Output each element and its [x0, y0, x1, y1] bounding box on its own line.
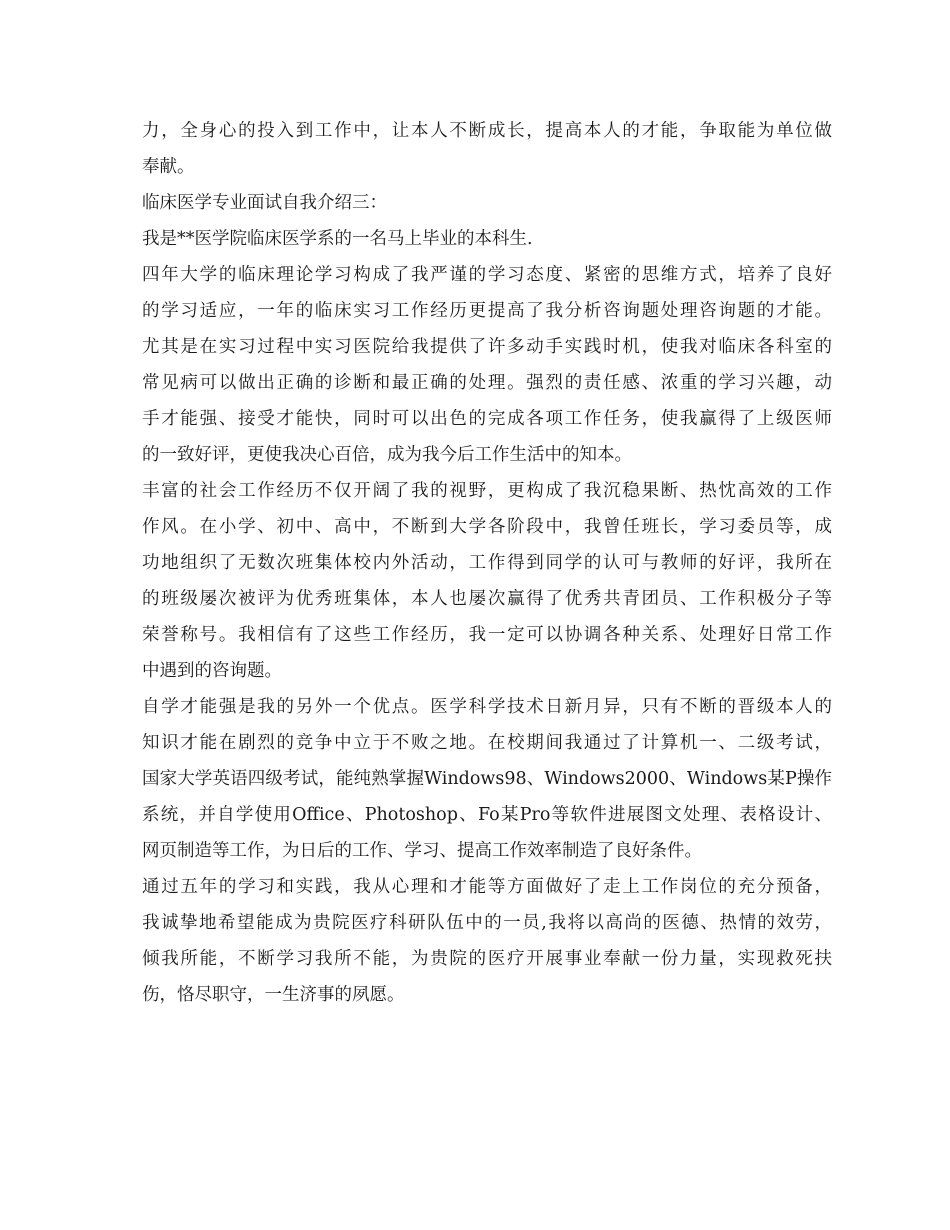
text-line: 我是**医学院临床医学系的一名马上毕业的本科生.	[142, 229, 533, 249]
text-line: 丰富的社会工作经历不仅开阔了我的视野，更构成了我沉稳果断、热忱高效的工作	[142, 481, 832, 501]
text-line: 我诚挚地希望能成为贵院医疗科研队伍中的一员,我将以高尚的医德、热情的效劳，	[142, 913, 832, 933]
text-line: 力，全身心的投入到工作中，让本人不断成长，提高本人的才能，争取能为单位做	[142, 121, 832, 141]
text-line: 中遇到的咨询题。	[142, 661, 282, 681]
text-line: 功地组织了无数次班集体校内外活动，工作得到同学的认可与教师的好评，我所在	[142, 553, 832, 573]
document-body	[142, 113, 832, 1013]
text-line: 自学才能强是我的另外一个优点。医学科学技术日新月异，只有不断的晋级本人的	[142, 697, 832, 717]
text-line: 临床医学专业面试自我介绍三：	[142, 193, 387, 213]
text-line: 伤，恪尽职守，一生济事的夙愿。	[142, 985, 405, 1005]
text-line: 知识才能在剧烈的竞争中立于不败之地。在校期间我通过了计算机一、二级考试，	[142, 733, 832, 753]
text-line: 常见病可以做出正确的诊断和最正确的处理。强烈的责任感、浓重的学习兴趣，动	[142, 373, 832, 393]
text-line: 系统，并自学使用Office、Photoshop、Fo某Pro等软件进展图文处理、表格设计、	[142, 805, 832, 825]
text-line: 四年大学的临床理论学习构成了我严谨的学习态度、紧密的思维方式，培养了良好	[142, 265, 832, 285]
text-line: 荣誉称号。我相信有了这些工作经历，我一定可以协调各种关系、处理好日常工作	[142, 625, 832, 645]
text-line: 作风。在小学、初中、高中，不断到大学各阶段中，我曾任班长，学习委员等，成	[142, 517, 832, 537]
text-line: 奉献。	[142, 157, 195, 177]
text-line: 的一致好评，更使我决心百倍，成为我今后工作生活中的知本。	[142, 445, 632, 465]
text-line: 通过五年的学习和实践，我从心理和才能等方面做好了走上工作岗位的充分预备，	[142, 877, 832, 897]
text-line: 手才能强、接受才能快，同时可以出色的完成各项工作任务，使我赢得了上级医师	[142, 409, 832, 429]
text-line: 国家大学英语四级考试，能纯熟掌握Windows98、Windows2000、Windows某P操作	[142, 769, 832, 789]
text-line: 的学习适应，一年的临床实习工作经历更提高了我分析咨询题处理咨询题的才能。	[142, 301, 832, 321]
text-line: 尤其是在实习过程中实习医院给我提供了许多动手实践时机，使我对临床各科室的	[142, 337, 832, 357]
text-line: 倾我所能，不断学习我所不能，为贵院的医疗开展事业奉献一份力量，实现救死扶	[142, 949, 832, 969]
text-line: 的班级屡次被评为优秀班集体，本人也屡次赢得了优秀共青团员、工作积极分子等	[142, 589, 832, 609]
text-line: 网页制造等工作，为日后的工作、学习、提高工作效率制造了良好条件。	[142, 841, 702, 861]
